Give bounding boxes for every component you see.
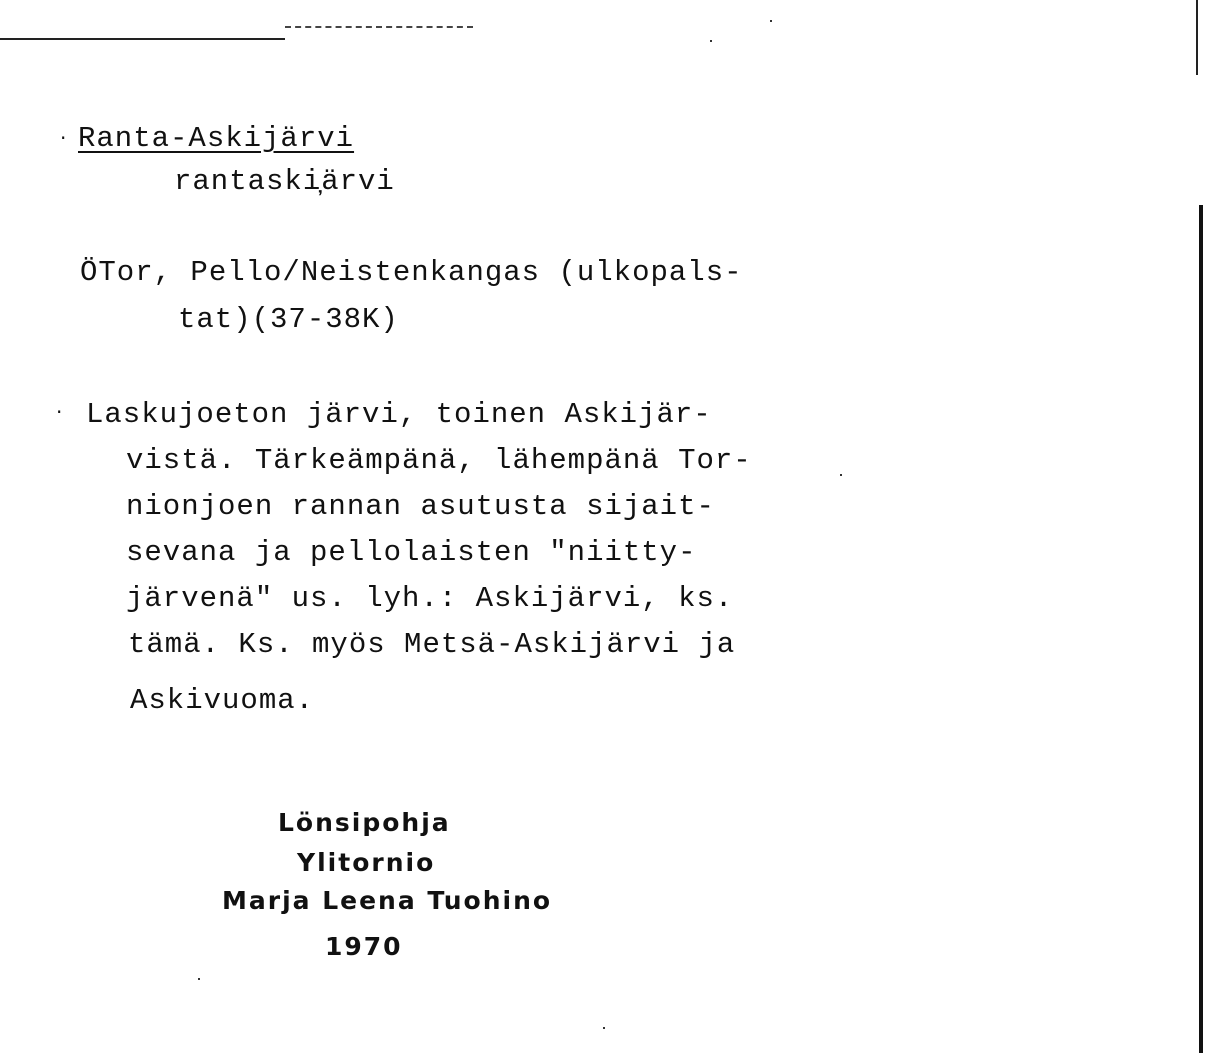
card-edge-top xyxy=(1196,0,1198,75)
description-line: tämä. Ks. myös Metsä-Askijärvi ja xyxy=(128,628,736,661)
top-dashed-rule xyxy=(285,26,473,28)
stamp-region: Lönsipohja xyxy=(278,808,451,837)
speck xyxy=(710,40,712,42)
top-rule xyxy=(0,38,285,40)
speck xyxy=(198,978,200,980)
stamp-collector: Marja Leena Tuohino xyxy=(222,886,553,915)
bullet-mark: · xyxy=(60,126,67,150)
description-line: järvenä" us. lyh.: Askijärvi, ks. xyxy=(126,582,734,615)
card-edge xyxy=(1199,205,1203,1053)
speck xyxy=(603,1027,605,1029)
description-line: vistä. Tärkeämpänä, lähempänä Tor- xyxy=(126,444,752,477)
headword: Ranta-Askijärvi xyxy=(78,122,355,155)
bullet-mark: · xyxy=(56,400,63,424)
pronunciation: rantaski̦ärvi xyxy=(174,165,395,198)
description-line: nionjoen rannan asutusta sijait- xyxy=(126,490,715,523)
description-line: sevana ja pellolaisten "niitty- xyxy=(126,536,697,569)
speck xyxy=(840,474,842,476)
description-line: Laskujoeton järvi, toinen Askijär- xyxy=(86,398,712,431)
speck xyxy=(770,20,772,22)
stamp-municipality: Ylitornio xyxy=(297,848,436,877)
stamp-year: 1970 xyxy=(325,932,403,961)
source-line: ÖTor, Pello/Neistenkangas (ulkopals- xyxy=(80,256,743,289)
source-line: tat)(37-38K) xyxy=(178,303,399,336)
description-line: Askivuoma. xyxy=(130,684,315,717)
